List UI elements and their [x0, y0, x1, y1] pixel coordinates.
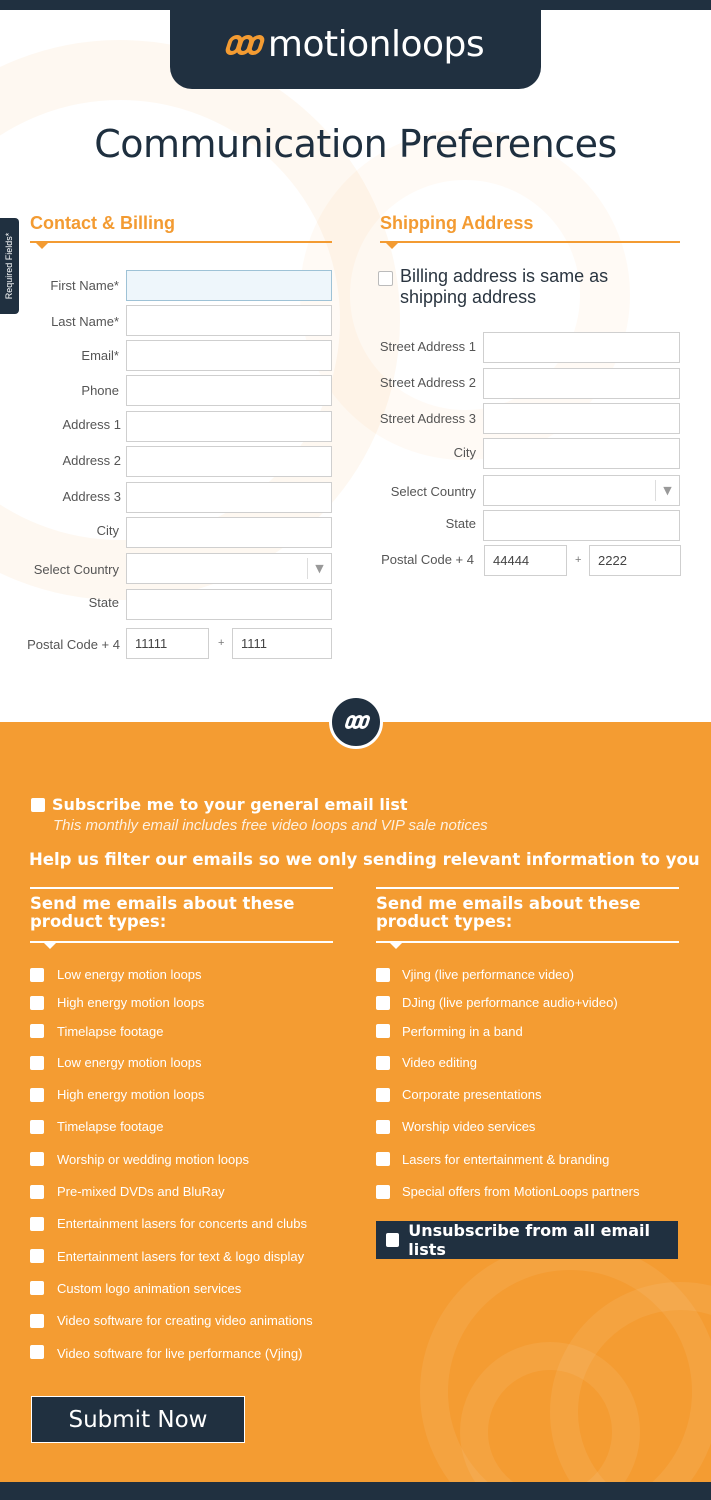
footer-bar: [0, 1482, 711, 1500]
right-item-label: Video editing: [402, 1055, 477, 1070]
right-item-label: Performing in a band: [402, 1024, 523, 1039]
shipping-country-label: Select Country: [390, 484, 476, 499]
left-item-label: Worship or wedding motion loops: [57, 1152, 249, 1167]
logo[interactable]: [170, 0, 541, 89]
right-item-checkbox[interactable]: [376, 1152, 390, 1166]
email-label: Email*: [81, 348, 119, 363]
state-input[interactable]: [126, 589, 332, 620]
left-item-label: Pre-mixed DVDs and BluRay: [57, 1184, 225, 1199]
shipping-city-label: City: [453, 445, 476, 460]
left-item-checkbox[interactable]: [30, 1024, 44, 1038]
phone-input[interactable]: [126, 375, 332, 406]
first-name-label: First Name*: [50, 278, 119, 293]
address1-label: Address 1: [62, 417, 121, 432]
email-input[interactable]: [126, 340, 332, 371]
left-item-checkbox[interactable]: [30, 996, 44, 1010]
right-list-heading: Send me emails about these product types:: [376, 894, 641, 931]
shipping-divider: [380, 241, 680, 243]
address2-input[interactable]: [126, 446, 332, 477]
left-item-checkbox[interactable]: [30, 1314, 44, 1328]
state-label: State: [88, 595, 119, 610]
left-item-label: Entertainment lasers for concerts and clubs: [57, 1216, 308, 1231]
left-item-checkbox[interactable]: [30, 1088, 44, 1102]
shipping-state-label: State: [445, 516, 476, 531]
first-name-input[interactable]: [126, 270, 332, 301]
country-label: Select Country: [33, 562, 119, 577]
shipping-state-input[interactable]: [483, 510, 680, 541]
chevron-down-icon: ▼: [307, 558, 331, 579]
left-item-label: High energy motion loops: [57, 1087, 205, 1102]
subscribe-checkbox[interactable]: [31, 798, 45, 812]
right-item-checkbox[interactable]: [376, 1088, 390, 1102]
right-item-label: Corporate presentations: [402, 1087, 542, 1102]
right-list-divider: [376, 941, 679, 943]
shipping-plus4-input[interactable]: [589, 545, 681, 576]
email-preferences-section: [0, 722, 711, 1482]
right-item-checkbox[interactable]: [376, 1056, 390, 1070]
left-item-label: Low energy motion loops: [57, 967, 202, 982]
address3-input[interactable]: [126, 482, 332, 513]
billing-heading: Contact & Billing: [30, 213, 175, 233]
chevron-down-icon: ▼: [655, 480, 679, 501]
right-item-label: Special offers from MotionLoops partners: [402, 1184, 640, 1199]
shipping-heading: Shipping Address: [380, 213, 534, 233]
left-item-label: Entertainment lasers for text & logo display: [57, 1249, 305, 1264]
brand-name: motionloops: [267, 24, 485, 65]
right-item-checkbox[interactable]: [376, 1120, 390, 1134]
left-item-label: Timelapse footage: [57, 1024, 164, 1039]
unsubscribe-label: Unsubscribe from all email lists: [408, 1221, 650, 1259]
logo-loops-icon: [227, 35, 260, 55]
shipping-postal-label: Postal Code + 4: [381, 552, 474, 567]
unsubscribe-checkbox[interactable]: [386, 1233, 399, 1247]
shipping-postal-input[interactable]: [484, 545, 567, 576]
street2-input[interactable]: [483, 368, 680, 399]
street1-label: Street Address 1: [379, 339, 476, 354]
plus-sign: +: [575, 554, 582, 566]
right-item-label: Vjing (live performance video): [402, 967, 574, 982]
street3-label: Street Address 3: [379, 411, 476, 426]
right-list-top-line: [376, 887, 679, 889]
street3-input[interactable]: [483, 403, 680, 434]
left-item-checkbox[interactable]: [30, 1281, 44, 1295]
left-item-checkbox[interactable]: [30, 1217, 44, 1231]
left-item-label: High energy motion loops: [57, 995, 205, 1010]
same-as-billing-checkbox[interactable]: [378, 271, 393, 286]
left-item-checkbox[interactable]: [30, 1185, 44, 1199]
left-item-checkbox[interactable]: [30, 1345, 44, 1359]
address3-label: Address 3: [62, 489, 121, 504]
right-item-checkbox[interactable]: [376, 968, 390, 982]
right-item-label: Worship video services: [402, 1119, 536, 1134]
shipping-country-select[interactable]: [483, 475, 680, 506]
city-input[interactable]: [126, 517, 332, 548]
city-label: City: [96, 523, 119, 538]
last-name-input[interactable]: [126, 305, 332, 336]
left-item-label: Video software for live performance (Vjing): [57, 1346, 303, 1361]
page-title: Communication Preferences: [94, 122, 617, 166]
left-item-label: Low energy motion loops: [57, 1055, 202, 1070]
left-item-label: Video software for creating video animations: [57, 1313, 313, 1328]
left-item-label: Timelapse footage: [57, 1119, 164, 1134]
right-item-checkbox[interactable]: [376, 1185, 390, 1199]
subscribe-note: This monthly email includes free video loops and VIP sale notices: [53, 817, 488, 834]
right-item-label: Lasers for entertainment & branding: [402, 1152, 610, 1167]
street1-input[interactable]: [483, 332, 680, 363]
submit-button[interactable]: Submit Now: [31, 1396, 245, 1443]
left-item-checkbox[interactable]: [30, 1120, 44, 1134]
left-list-divider: [30, 941, 333, 943]
postal-code-input[interactable]: [126, 628, 209, 659]
required-fields-label: Required Fields*: [4, 232, 14, 300]
address1-input[interactable]: [126, 411, 332, 442]
last-name-label: Last Name*: [51, 314, 119, 329]
subscribe-label: Subscribe me to your general email list: [52, 795, 408, 814]
left-item-checkbox[interactable]: [30, 1056, 44, 1070]
left-item-checkbox[interactable]: [30, 1249, 44, 1263]
postal-label: Postal Code + 4: [27, 637, 120, 652]
billing-divider: [30, 241, 332, 243]
right-item-checkbox[interactable]: [376, 1024, 390, 1038]
postal-plus4-input[interactable]: [232, 628, 332, 659]
phone-label: Phone: [81, 383, 119, 398]
right-item-label: DJing (live performance audio+video): [402, 995, 618, 1010]
unsubscribe-all-toggle[interactable]: [376, 1221, 678, 1259]
logo-badge-icon: [329, 695, 383, 749]
required-fields-tab[interactable]: [0, 218, 19, 314]
address2-label: Address 2: [62, 453, 121, 468]
left-item-checkbox[interactable]: [30, 968, 44, 982]
shipping-city-input[interactable]: [483, 438, 680, 469]
left-item-checkbox[interactable]: [30, 1152, 44, 1166]
left-list-top-line: [30, 887, 333, 889]
filter-heading: Help us filter our emails so we only sending relevant information to you: [29, 850, 700, 869]
country-select[interactable]: [126, 553, 332, 584]
same-as-billing-label: Billing address is same as shipping address: [400, 266, 609, 307]
right-item-checkbox[interactable]: [376, 996, 390, 1010]
plus-sign: +: [218, 637, 225, 649]
street2-label: Street Address 2: [379, 375, 476, 390]
left-item-label: Custom logo animation services: [57, 1281, 242, 1296]
left-list-heading: Send me emails about these product types:: [30, 894, 295, 931]
